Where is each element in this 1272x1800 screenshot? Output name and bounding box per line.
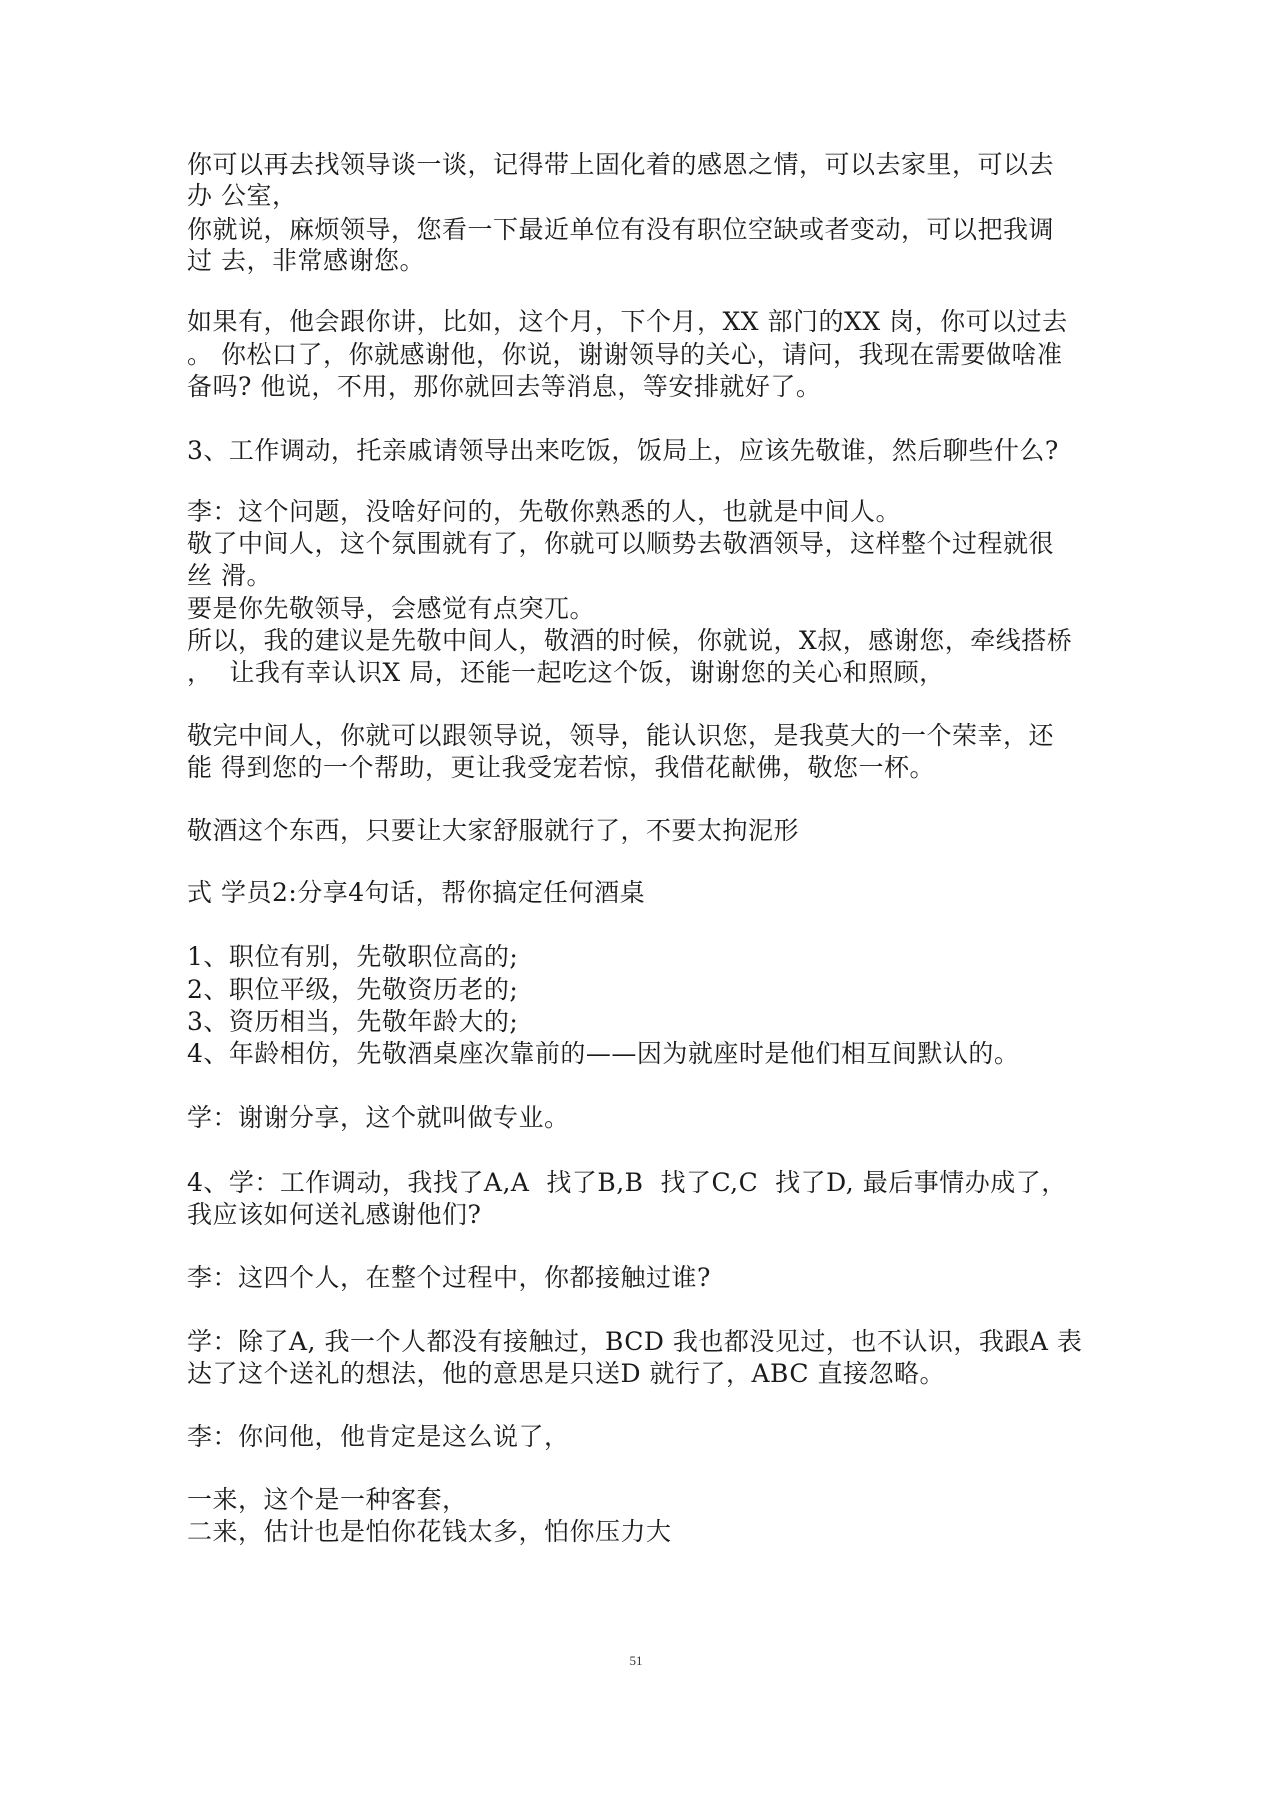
text-line: 丝 滑。 [187,561,272,590]
text-line: 如果有，他会跟你讲，比如，这个月，下个月，XX 部门的XX 岗，你可以过去 [187,307,1068,336]
text-line: 。 你松口了，你就感谢他，你说，谢谢领导的关心，请问，我现在需要做啥准 [187,340,1063,369]
text-line: 你可以再去找领导谈一谈，记得带上固化着的感恩之情，可以去家里，可以去 [187,150,1055,179]
text-line: 敬了中间人，这个氛围就有了，你就可以顺势去敬酒领导，这样整个过程就很 [187,529,1055,558]
text-line: 2、职位平级，先敬资历老的; [187,975,519,1004]
text-line: 李：这个问题，没啥好问的，先敬你熟悉的人，也就是中间人。 [187,497,902,526]
text-line: 二来，估计也是怕你花钱太多，怕你压力大 [187,1517,672,1546]
text-line: ， 让我有幸认识X 局，还能一起吃这个饭，谢谢您的关心和照顾， [187,658,945,687]
text-line: 李：这四个人，在整个过程中，你都接触过谁? [187,1263,711,1292]
text-line: 学：除了A, 我一个人都没有接触过，BCD 我也都没见过，也不认识，我跟A 表 [187,1327,1083,1356]
text-line: 4、年龄相仿，先敬酒桌座次靠前的——因为就座时是他们相互间默认的。 [187,1039,1020,1068]
text-line: 式 学员2:分享4句话，帮你搞定任何酒桌 [187,878,646,907]
text-line: 3、资历相当，先敬年龄大的; [187,1007,519,1036]
text-line: 敬酒这个东西，只要让大家舒服就行了，不要太拘泥形 [187,816,800,845]
text-line: 你就说，麻烦领导，您看一下最近单位有没有职位空缺或者变动，可以把我调 [187,215,1055,244]
text-line: 3、工作调动，托亲戚请领导出来吃饭，饭局上，应该先敬谁，然后聊些什么? [187,436,1059,465]
text-line: 达了这个送礼的想法，他的意思是只送D 就行了，ABC 直接忽略。 [187,1359,945,1388]
text-line: 李：你问他，他肯定是这么说了， [187,1422,570,1451]
text-line: 过 去，非常感谢您。 [187,246,425,275]
text-line: 学：谢谢分享，这个就叫做专业。 [187,1103,570,1132]
text-line: 能 得到您的一个帮助，更让我受宠若惊，我借花献佛，敬您一杯。 [187,753,935,782]
text-line: 要是你先敬领导，会感觉有点突兀。 [187,594,596,623]
text-line: 备吗? 他说，不用，那你就回去等消息，等安排就好了。 [187,372,822,401]
text-line: 办 公室， [187,181,298,210]
text-line: 所以，我的建议是先敬中间人，敬酒的时候，你就说，X叔，感谢您，牵线搭桥 [187,626,1073,655]
text-line: 我应该如何送礼感谢他们? [187,1200,482,1229]
text-line: 4、学：工作调动，我找了A,A 找了B,B 找了C,C 找了D, 最后事情办成了， [187,1168,1067,1197]
page-number: 51 [629,1653,643,1668]
text-line: 1、职位有别，先敬职位高的; [187,942,519,971]
text-line: 一来，这个是一种客套， [187,1485,468,1514]
text-line: 敬完中间人，你就可以跟领导说，领导，能认识您，是我莫大的一个荣幸，还 [187,721,1055,750]
